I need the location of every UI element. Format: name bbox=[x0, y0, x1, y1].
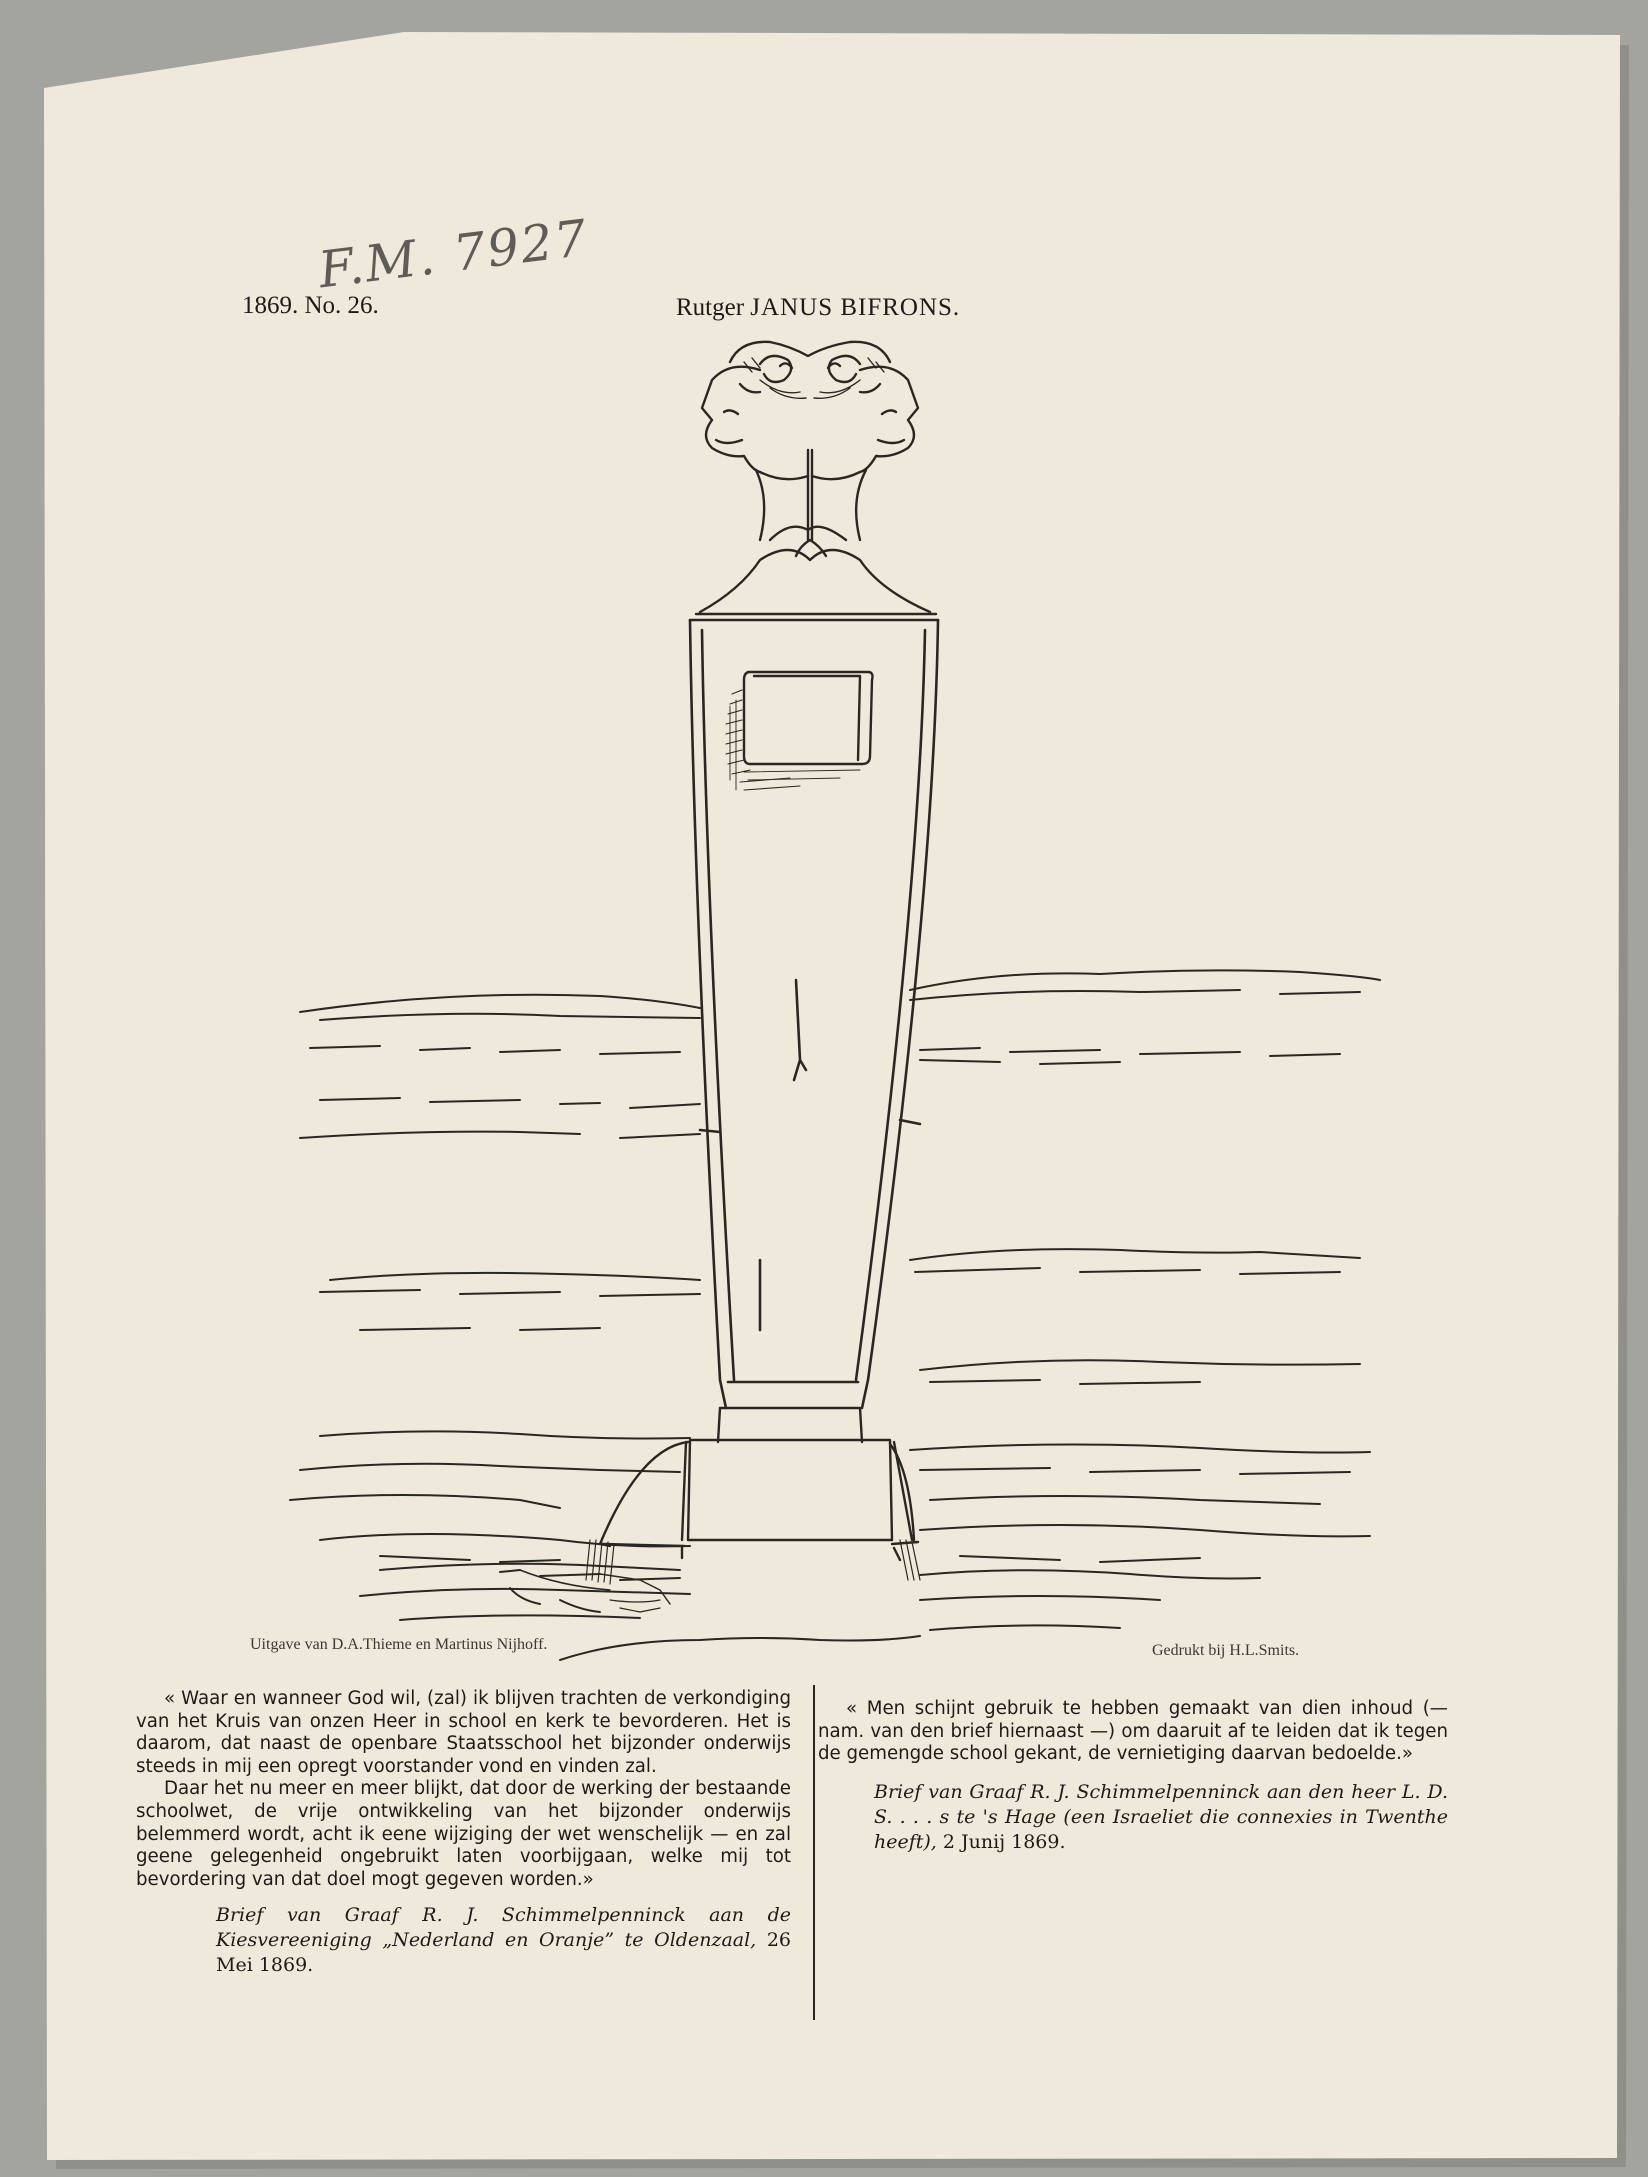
janus-heads bbox=[702, 342, 918, 556]
left-citation bbox=[136, 1903, 791, 1978]
base-hatching bbox=[586, 1540, 920, 1612]
pillar-base bbox=[600, 1408, 918, 1560]
column-divider bbox=[813, 1685, 815, 2020]
right-quote-paragraph-1: « Men schijnt gebruik te hebben gemaakt van dien inhoud (— nam. van den brief hiernaast —) om daaruit af te leiden dat ik tegen de gemengde school gekant, de vernietiging daarvan bedoelde.» bbox=[818, 1698, 1448, 1765]
right-citation-date: 2 Junij 1869. bbox=[942, 1830, 1066, 1853]
pillar-capital bbox=[696, 527, 936, 614]
left-column bbox=[136, 1688, 791, 1978]
landscape-lines-left bbox=[290, 995, 700, 1562]
right-citation-text: Brief van Graaf R. J. Schimmelpenninck aan den heer L. D. S. . . . s te 's Hage (een Israeliet die connexies in Twenthe heeft), bbox=[874, 1780, 1448, 1853]
left-citation-text: Brief van Graaf R. J. Schimmelpenninck aan de Kiesvereeniging „Nederland en Oranje” te Oldenzaal, bbox=[216, 1904, 791, 1952]
printer-credit: Gedrukt bij H.L.Smits. bbox=[1152, 1642, 1300, 1659]
inventory-mark: F.M. 7927 bbox=[315, 208, 592, 300]
plate-title-name: JANUS BIFRONS. bbox=[750, 294, 961, 321]
left-citation-date: 26 Mei 1869. bbox=[216, 1929, 791, 1977]
plate-title-prefix: Rutger bbox=[676, 294, 751, 321]
issue-number: 1869. No. 26. bbox=[242, 292, 379, 319]
right-column bbox=[818, 1698, 1448, 1855]
plate-title bbox=[676, 294, 960, 322]
plaque bbox=[744, 672, 873, 764]
landscape-lines-right bbox=[910, 970, 1380, 1562]
right-citation bbox=[818, 1780, 1448, 1855]
left-quote-paragraph-2: Daar het nu meer en meer blijkt, dat door de werking der bestaande schoolwet, de vrije ontwikkeling van het bijzonder onderwijs belemmerd wordt, acht ik eene wijziging der wet wenschelijk — en zal geene gelegenheid ongebruikt laten voorbijgaan, welke mij tot bevordering van dat doel mogt gegeven worden.» bbox=[136, 1778, 791, 1890]
left-quote-paragraph-1: « Waar en wanneer God wil, (zal) ik blijven trachten de verkondiging van het Kruis van onzen Heer in school en kerk te bevorderen. Het is daarom, dat naast de openbare Staatsschool het bijzonder onderwijs steeds in mij een opregt voorstander vond en vinden zal. bbox=[136, 1688, 791, 1777]
publisher-credit: Uitgave van D.A.Thieme en Martinus Nijhoff. bbox=[250, 1636, 548, 1653]
plaque-shadow-hatching bbox=[726, 690, 860, 790]
pillar-shaft bbox=[690, 620, 938, 1408]
